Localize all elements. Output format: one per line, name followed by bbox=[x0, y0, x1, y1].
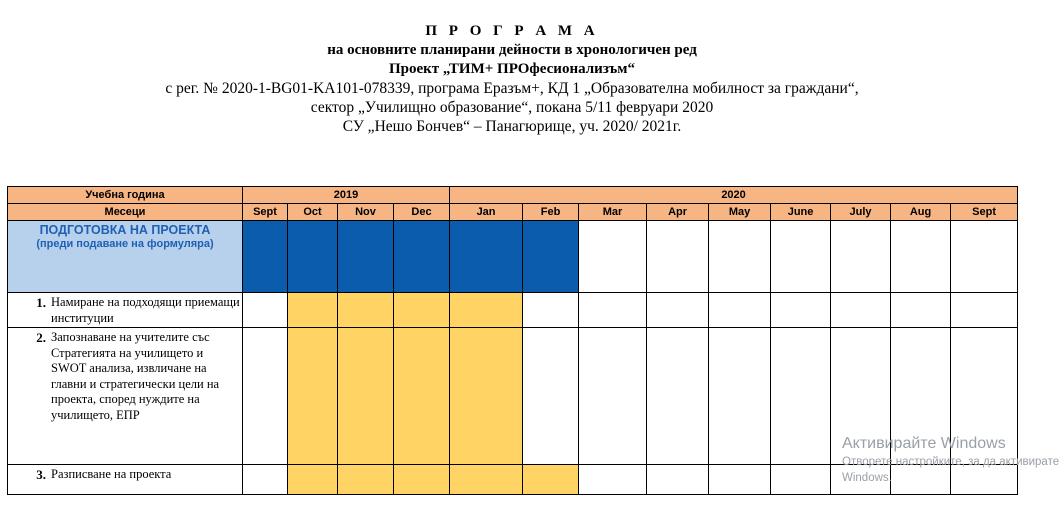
task-text: Намиране на подходящи приемащи институции bbox=[51, 295, 240, 325]
month-cell: Dec bbox=[394, 204, 450, 221]
month-cell: Sept bbox=[951, 204, 1018, 221]
month-cell: Nov bbox=[338, 204, 394, 221]
task-active-cell bbox=[450, 293, 523, 328]
task-active-cell bbox=[288, 465, 338, 495]
task-active-cell bbox=[394, 293, 450, 328]
task-active-cell bbox=[288, 328, 338, 465]
empty-cell bbox=[771, 221, 831, 293]
watermark-line-3: Windows. bbox=[842, 472, 892, 484]
watermark-line-2: Отворете настройките, за да активирате bbox=[842, 456, 1059, 468]
task-number: 1. bbox=[36, 295, 46, 310]
empty-cell bbox=[771, 465, 831, 495]
year-header-row bbox=[8, 187, 1018, 204]
task-active-cell bbox=[338, 465, 394, 495]
task-cell bbox=[8, 328, 243, 465]
header-line-6: СУ „Нешо Бончев“ – Панагюрище, уч. 2020/ 2021г. bbox=[342, 118, 682, 135]
empty-cell bbox=[709, 293, 771, 328]
section-title: ПОДГОТОВКА НА ПРОЕКТА bbox=[39, 223, 211, 237]
task-row bbox=[8, 293, 1018, 328]
task-active-cell bbox=[288, 293, 338, 328]
section-active-cell bbox=[394, 221, 450, 293]
task-active-cell bbox=[450, 328, 523, 465]
empty-cell bbox=[891, 221, 951, 293]
month-cell: Apr bbox=[647, 204, 709, 221]
task-active-cell bbox=[450, 465, 523, 495]
empty-cell bbox=[243, 465, 288, 495]
section-subtitle: (преди подаване на формуляра) bbox=[36, 238, 214, 250]
month-cell: Jan bbox=[450, 204, 523, 221]
document-header bbox=[0, 22, 1024, 136]
empty-cell bbox=[243, 328, 288, 465]
empty-cell bbox=[831, 221, 891, 293]
month-cell: Sept bbox=[243, 204, 288, 221]
month-cell: Aug bbox=[891, 204, 951, 221]
task-active-cell bbox=[338, 293, 394, 328]
section-active-cell bbox=[523, 221, 579, 293]
task-text: Запознаване на учителите със Стратегията на училището и SWOT анализа, извличане на главни и стратегически цели на проекта, според нуждите на училището, ЕПР bbox=[51, 330, 220, 422]
header-line-5: сектор „Училищно образование“, покана 5/11 февруари 2020 bbox=[310, 99, 714, 116]
section-active-cell bbox=[243, 221, 288, 293]
task-cell bbox=[8, 293, 243, 328]
empty-cell bbox=[243, 293, 288, 328]
task-active-cell bbox=[523, 465, 579, 495]
empty-cell bbox=[709, 328, 771, 465]
task-number: 2. bbox=[36, 330, 46, 345]
header-line-4: с рег. № 2020-1-BG01-KA101-078339, програма Еразъм+, КД 1 „Образователна мобилност за граждани“, bbox=[165, 80, 859, 97]
year-label-cell: Учебна година bbox=[8, 187, 243, 204]
task-active-cell bbox=[338, 328, 394, 465]
empty-cell bbox=[891, 293, 951, 328]
empty-cell bbox=[523, 293, 579, 328]
task-active-cell bbox=[394, 465, 450, 495]
month-cell: Feb bbox=[523, 204, 579, 221]
task-active-cell bbox=[394, 328, 450, 465]
month-cell: July bbox=[831, 204, 891, 221]
empty-cell bbox=[523, 328, 579, 465]
month-cell: Mar bbox=[579, 204, 647, 221]
empty-cell bbox=[771, 293, 831, 328]
month-header-row bbox=[8, 204, 1018, 221]
section-active-cell bbox=[450, 221, 523, 293]
empty-cell bbox=[771, 328, 831, 465]
empty-cell bbox=[647, 328, 709, 465]
months-label-cell: Месеци bbox=[8, 204, 243, 221]
empty-cell bbox=[647, 221, 709, 293]
empty-cell bbox=[951, 221, 1018, 293]
empty-cell bbox=[951, 293, 1018, 328]
empty-cell bbox=[579, 328, 647, 465]
month-cell: Oct bbox=[288, 204, 338, 221]
section-active-cell bbox=[338, 221, 394, 293]
task-text: Разписване на проекта bbox=[51, 467, 172, 481]
windows-activation-watermark bbox=[842, 434, 1059, 486]
task-number: 3. bbox=[36, 467, 46, 482]
empty-cell bbox=[709, 465, 771, 495]
empty-cell bbox=[579, 221, 647, 293]
year-2019-cell: 2019 bbox=[243, 187, 450, 204]
section-active-cell bbox=[288, 221, 338, 293]
document-title: П Р О Г Р А М А bbox=[425, 23, 599, 39]
empty-cell bbox=[709, 221, 771, 293]
empty-cell bbox=[579, 465, 647, 495]
section-label-cell bbox=[8, 221, 243, 293]
empty-cell bbox=[831, 293, 891, 328]
empty-cell bbox=[579, 293, 647, 328]
section-row bbox=[8, 221, 1018, 293]
empty-cell bbox=[647, 293, 709, 328]
header-line-2: на основните планирани дейности в хронологичен ред bbox=[327, 42, 697, 58]
month-cell: June bbox=[771, 204, 831, 221]
watermark-line-1: Активирайте Windows bbox=[842, 435, 1006, 452]
task-cell bbox=[8, 465, 243, 495]
year-2020-cell: 2020 bbox=[450, 187, 1018, 204]
project-name: Проект „ТИМ+ ПРОфесионализъм“ bbox=[388, 61, 636, 77]
empty-cell bbox=[647, 465, 709, 495]
month-cell: May bbox=[709, 204, 771, 221]
